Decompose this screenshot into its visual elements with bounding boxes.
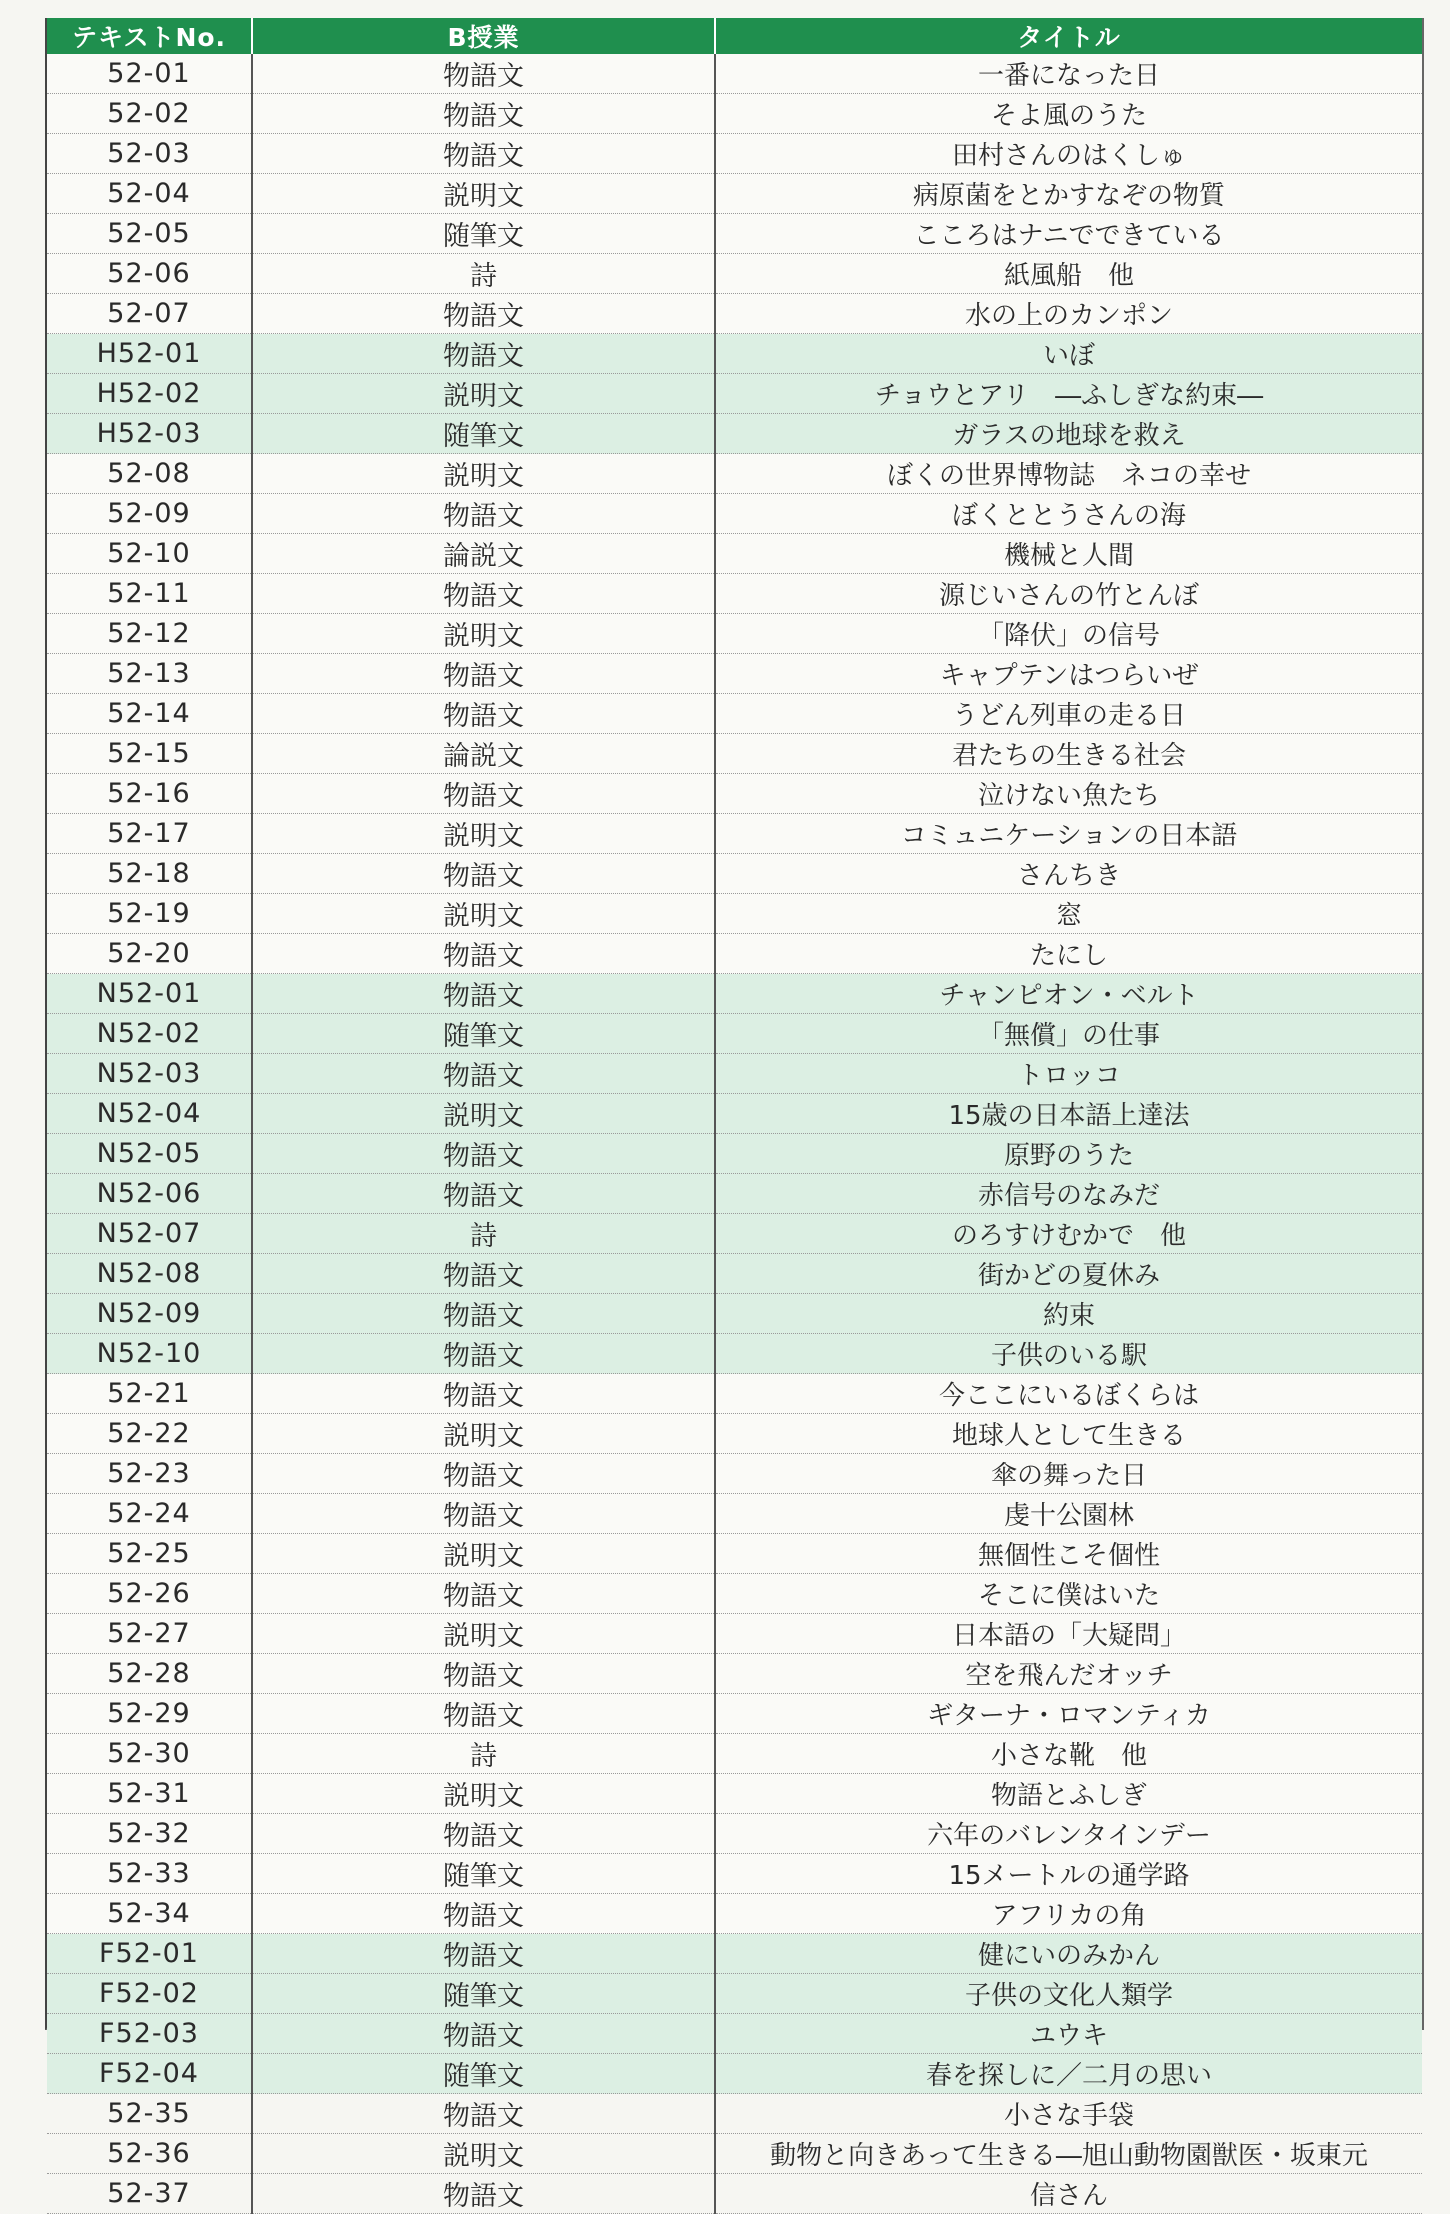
title-cell: トロッコ	[715, 1054, 1422, 1094]
title-cell: 子供のいる駅	[715, 1334, 1422, 1374]
lesson-type-cell: 物語文	[252, 854, 715, 894]
text-number-cell: 52-29	[47, 1694, 252, 1734]
text-number-cell: F52-01	[47, 1934, 252, 1974]
table-row	[47, 1814, 1422, 1854]
title-cell: 源じいさんの竹とんぼ	[715, 574, 1422, 614]
table-row	[47, 1894, 1422, 1934]
title-cell: 小さな靴 他	[715, 1734, 1422, 1774]
title-cell: 機械と人間	[715, 534, 1422, 574]
text-number-cell: 52-33	[47, 1854, 252, 1894]
lesson-type-cell: 物語文	[252, 1694, 715, 1734]
table-row	[47, 894, 1422, 934]
text-number-cell: 52-34	[47, 1894, 252, 1934]
lesson-type-cell: 物語文	[252, 54, 715, 94]
lesson-type-cell: 説明文	[252, 1614, 715, 1654]
title-cell: 赤信号のなみだ	[715, 1174, 1422, 1214]
lesson-type-cell: 詩	[252, 254, 715, 294]
lesson-type-cell: 物語文	[252, 2014, 715, 2054]
lesson-type-cell: 物語文	[252, 1134, 715, 1174]
lesson-type-cell: 物語文	[252, 1494, 715, 1534]
table-row	[47, 1014, 1422, 1054]
header-text-number: テキストNo.	[47, 18, 252, 54]
table-row	[47, 94, 1422, 134]
table-row	[47, 294, 1422, 334]
lesson-type-cell: 随筆文	[252, 2054, 715, 2094]
text-number-cell: H52-03	[47, 414, 252, 454]
text-number-cell: 52-32	[47, 1814, 252, 1854]
title-cell: 田村さんのはくしゅ	[715, 134, 1422, 174]
text-list-sheet	[45, 18, 1424, 2212]
title-cell: 15メートルの通学路	[715, 1854, 1422, 1894]
table-row	[47, 1974, 1422, 2014]
lesson-type-cell: 物語文	[252, 1374, 715, 1414]
title-cell: チャンピオン・ベルト	[715, 974, 1422, 1014]
title-cell: アフリカの角	[715, 1894, 1422, 1934]
text-number-cell: 52-24	[47, 1494, 252, 1534]
text-number-cell: 52-20	[47, 934, 252, 974]
lesson-type-cell: 随筆文	[252, 1974, 715, 2014]
title-cell: 15歳の日本語上達法	[715, 1094, 1422, 1134]
title-cell: ユウキ	[715, 2014, 1422, 2054]
table-row	[47, 2054, 1422, 2094]
title-cell: ぼくの世界博物誌 ネコの幸せ	[715, 454, 1422, 494]
title-cell: 「無償」の仕事	[715, 1014, 1422, 1054]
text-number-cell: 52-35	[47, 2094, 252, 2134]
text-number-cell: 52-21	[47, 1374, 252, 1414]
lesson-type-cell: 説明文	[252, 814, 715, 854]
lesson-type-cell: 物語文	[252, 294, 715, 334]
text-number-cell: 52-22	[47, 1414, 252, 1454]
title-cell: 水の上のカンポン	[715, 294, 1422, 334]
table-row	[47, 1294, 1422, 1334]
table-row	[47, 1614, 1422, 1654]
text-number-cell: 52-23	[47, 1454, 252, 1494]
text-number-cell: N52-02	[47, 1014, 252, 1054]
text-number-cell: 52-25	[47, 1534, 252, 1574]
lesson-type-cell: 物語文	[252, 1174, 715, 1214]
title-cell: 紙風船 他	[715, 254, 1422, 294]
text-number-cell: 52-30	[47, 1734, 252, 1774]
text-number-cell: N52-05	[47, 1134, 252, 1174]
table-row	[47, 574, 1422, 614]
text-number-cell: 52-05	[47, 214, 252, 254]
table-row	[47, 1374, 1422, 1414]
lesson-type-cell: 物語文	[252, 574, 715, 614]
title-cell: 原野のうた	[715, 1134, 1422, 1174]
lesson-type-cell: 物語文	[252, 1054, 715, 1094]
title-cell: 小さな手袋	[715, 2094, 1422, 2134]
text-number-cell: 52-09	[47, 494, 252, 534]
text-number-cell: N52-03	[47, 1054, 252, 1094]
title-cell: 今ここにいるぼくらは	[715, 1374, 1422, 1414]
lesson-type-cell: 物語文	[252, 94, 715, 134]
lesson-type-cell: 物語文	[252, 934, 715, 974]
table-row	[47, 774, 1422, 814]
lesson-type-cell: 説明文	[252, 2134, 715, 2174]
table-row	[47, 2014, 1422, 2054]
title-cell: 信さん	[715, 2174, 1422, 2214]
lesson-type-cell: 物語文	[252, 774, 715, 814]
title-cell: 健にいのみかん	[715, 1934, 1422, 1974]
title-cell: のろすけむかで 他	[715, 1214, 1422, 1254]
title-cell: 窓	[715, 894, 1422, 934]
lesson-type-cell: 物語文	[252, 974, 715, 1014]
table-row	[47, 2134, 1422, 2174]
table-row	[47, 1214, 1422, 1254]
title-cell: 無個性こそ個性	[715, 1534, 1422, 1574]
table-row	[47, 254, 1422, 294]
lesson-type-cell: 物語文	[252, 1294, 715, 1334]
lesson-type-cell: 物語文	[252, 2174, 715, 2214]
text-number-cell: 52-07	[47, 294, 252, 334]
table-row	[47, 1574, 1422, 1614]
lesson-type-cell: 説明文	[252, 1774, 715, 1814]
title-cell: 六年のバレンタインデー	[715, 1814, 1422, 1854]
table-header	[47, 18, 1422, 54]
lesson-type-cell: 説明文	[252, 894, 715, 934]
lesson-type-cell: 説明文	[252, 614, 715, 654]
title-cell: たにし	[715, 934, 1422, 974]
text-number-cell: N52-04	[47, 1094, 252, 1134]
lesson-type-cell: 詩	[252, 1214, 715, 1254]
table-row	[47, 174, 1422, 214]
title-cell: 空を飛んだオッチ	[715, 1654, 1422, 1694]
text-number-cell: 52-26	[47, 1574, 252, 1614]
text-number-cell: F52-03	[47, 2014, 252, 2054]
table-row	[47, 1454, 1422, 1494]
text-number-cell: N52-08	[47, 1254, 252, 1294]
text-number-cell: N52-07	[47, 1214, 252, 1254]
title-cell: うどん列車の走る日	[715, 694, 1422, 734]
text-number-cell: 52-36	[47, 2134, 252, 2174]
table-row	[47, 1334, 1422, 1374]
lesson-type-cell: 物語文	[252, 1574, 715, 1614]
text-number-cell: F52-02	[47, 1974, 252, 2014]
title-cell: 地球人として生きる	[715, 1414, 1422, 1454]
text-number-cell: 52-12	[47, 614, 252, 654]
title-cell: こころはナニでできている	[715, 214, 1422, 254]
lesson-type-cell: 論説文	[252, 534, 715, 574]
lesson-type-cell: 物語文	[252, 1934, 715, 1974]
lesson-type-cell: 物語文	[252, 494, 715, 534]
table-row	[47, 414, 1422, 454]
table-row	[47, 494, 1422, 534]
table-row	[47, 854, 1422, 894]
title-cell: 子供の文化人類学	[715, 1974, 1422, 2014]
table-row	[47, 614, 1422, 654]
table-row	[47, 814, 1422, 854]
lesson-type-cell: 随筆文	[252, 414, 715, 454]
header-title: タイトル	[715, 18, 1422, 54]
title-cell: キャプテンはつらいぜ	[715, 654, 1422, 694]
table-row	[47, 134, 1422, 174]
table-row	[47, 734, 1422, 774]
table-row	[47, 1854, 1422, 1894]
lesson-type-cell: 詩	[252, 1734, 715, 1774]
lesson-type-cell: 随筆文	[252, 1014, 715, 1054]
table-row	[47, 534, 1422, 574]
text-number-cell: 52-04	[47, 174, 252, 214]
lesson-type-cell: 物語文	[252, 2094, 715, 2134]
lesson-type-cell: 物語文	[252, 1814, 715, 1854]
text-number-cell: 52-08	[47, 454, 252, 494]
table-row	[47, 654, 1422, 694]
title-cell: 君たちの生きる社会	[715, 734, 1422, 774]
text-number-cell: N52-01	[47, 974, 252, 1014]
text-number-cell: H52-01	[47, 334, 252, 374]
title-cell: 春を探しに／二月の思い	[715, 2054, 1422, 2094]
lesson-type-cell: 説明文	[252, 1534, 715, 1574]
lesson-type-cell: 説明文	[252, 174, 715, 214]
table-row	[47, 334, 1422, 374]
title-cell: コミュニケーションの日本語	[715, 814, 1422, 854]
table-row	[47, 974, 1422, 1014]
title-cell: ガラスの地球を救え	[715, 414, 1422, 454]
text-number-cell: 52-27	[47, 1614, 252, 1654]
lesson-type-cell: 説明文	[252, 374, 715, 414]
header-b-lesson: B授業	[252, 18, 715, 54]
text-number-cell: 52-13	[47, 654, 252, 694]
title-cell: 物語とふしぎ	[715, 1774, 1422, 1814]
text-number-cell: H52-02	[47, 374, 252, 414]
lesson-type-cell: 論説文	[252, 734, 715, 774]
title-cell: そこに僕はいた	[715, 1574, 1422, 1614]
lesson-type-cell: 物語文	[252, 1254, 715, 1294]
table-row	[47, 1934, 1422, 1974]
text-number-cell: 52-11	[47, 574, 252, 614]
table-row	[47, 1734, 1422, 1774]
text-number-cell: N52-10	[47, 1334, 252, 1374]
table-row	[47, 2174, 1422, 2214]
lesson-type-cell: 説明文	[252, 454, 715, 494]
text-number-cell: 52-14	[47, 694, 252, 734]
title-cell: 街かどの夏休み	[715, 1254, 1422, 1294]
title-cell: 「降伏」の信号	[715, 614, 1422, 654]
lesson-type-cell: 物語文	[252, 134, 715, 174]
table-row	[47, 1174, 1422, 1214]
text-number-cell: 52-06	[47, 254, 252, 294]
table-row	[47, 454, 1422, 494]
table-row	[47, 1694, 1422, 1734]
text-number-cell: 52-02	[47, 94, 252, 134]
lesson-type-cell: 説明文	[252, 1414, 715, 1454]
table-row	[47, 2094, 1422, 2134]
title-cell: 日本語の「大疑問」	[715, 1614, 1422, 1654]
lesson-type-cell: 物語文	[252, 654, 715, 694]
lesson-type-cell: 物語文	[252, 334, 715, 374]
text-number-cell: 52-31	[47, 1774, 252, 1814]
title-cell: 動物と向きあって生きる―旭山動物園獣医・坂東元	[715, 2134, 1422, 2174]
table-row	[47, 214, 1422, 254]
lesson-type-cell: 物語文	[252, 1334, 715, 1374]
text-number-cell: 52-18	[47, 854, 252, 894]
title-cell: ギターナ・ロマンティカ	[715, 1694, 1422, 1734]
title-cell: 傘の舞った日	[715, 1454, 1422, 1494]
table-row	[47, 1134, 1422, 1174]
table-row	[47, 1534, 1422, 1574]
lesson-type-cell: 物語文	[252, 694, 715, 734]
table-body	[47, 54, 1422, 2214]
title-cell: さんちき	[715, 854, 1422, 894]
table-row	[47, 1774, 1422, 1814]
table-row	[47, 1054, 1422, 1094]
title-cell: チョウとアリ ―ふしぎな約束―	[715, 374, 1422, 414]
text-list-table	[47, 18, 1422, 2214]
title-cell: 病原菌をとかすなぞの物質	[715, 174, 1422, 214]
title-cell: ぼくととうさんの海	[715, 494, 1422, 534]
table-row	[47, 1654, 1422, 1694]
text-number-cell: 52-15	[47, 734, 252, 774]
title-cell: いぼ	[715, 334, 1422, 374]
text-number-cell: 52-28	[47, 1654, 252, 1694]
table-row	[47, 1094, 1422, 1134]
text-number-cell: 52-03	[47, 134, 252, 174]
table-row	[47, 934, 1422, 974]
table-row	[47, 54, 1422, 94]
header-row	[47, 18, 1422, 54]
lesson-type-cell: 説明文	[252, 1094, 715, 1134]
text-number-cell: F52-04	[47, 2054, 252, 2094]
text-number-cell: 52-10	[47, 534, 252, 574]
table-row	[47, 374, 1422, 414]
lesson-type-cell: 物語文	[252, 1454, 715, 1494]
table-row	[47, 694, 1422, 734]
title-cell: 泣けない魚たち	[715, 774, 1422, 814]
title-cell: そよ風のうた	[715, 94, 1422, 134]
lesson-type-cell: 随筆文	[252, 214, 715, 254]
title-cell: 虔十公園林	[715, 1494, 1422, 1534]
text-number-cell: 52-19	[47, 894, 252, 934]
title-cell: 一番になった日	[715, 54, 1422, 94]
text-number-cell: 52-01	[47, 54, 252, 94]
title-cell: 約束	[715, 1294, 1422, 1334]
text-number-cell: 52-37	[47, 2174, 252, 2214]
lesson-type-cell: 物語文	[252, 1654, 715, 1694]
text-number-cell: 52-17	[47, 814, 252, 854]
lesson-type-cell: 随筆文	[252, 1854, 715, 1894]
lesson-type-cell: 物語文	[252, 1894, 715, 1934]
text-number-cell: N52-09	[47, 1294, 252, 1334]
text-number-cell: N52-06	[47, 1174, 252, 1214]
table-row	[47, 1494, 1422, 1534]
table-row	[47, 1414, 1422, 1454]
text-number-cell: 52-16	[47, 774, 252, 814]
table-row	[47, 1254, 1422, 1294]
